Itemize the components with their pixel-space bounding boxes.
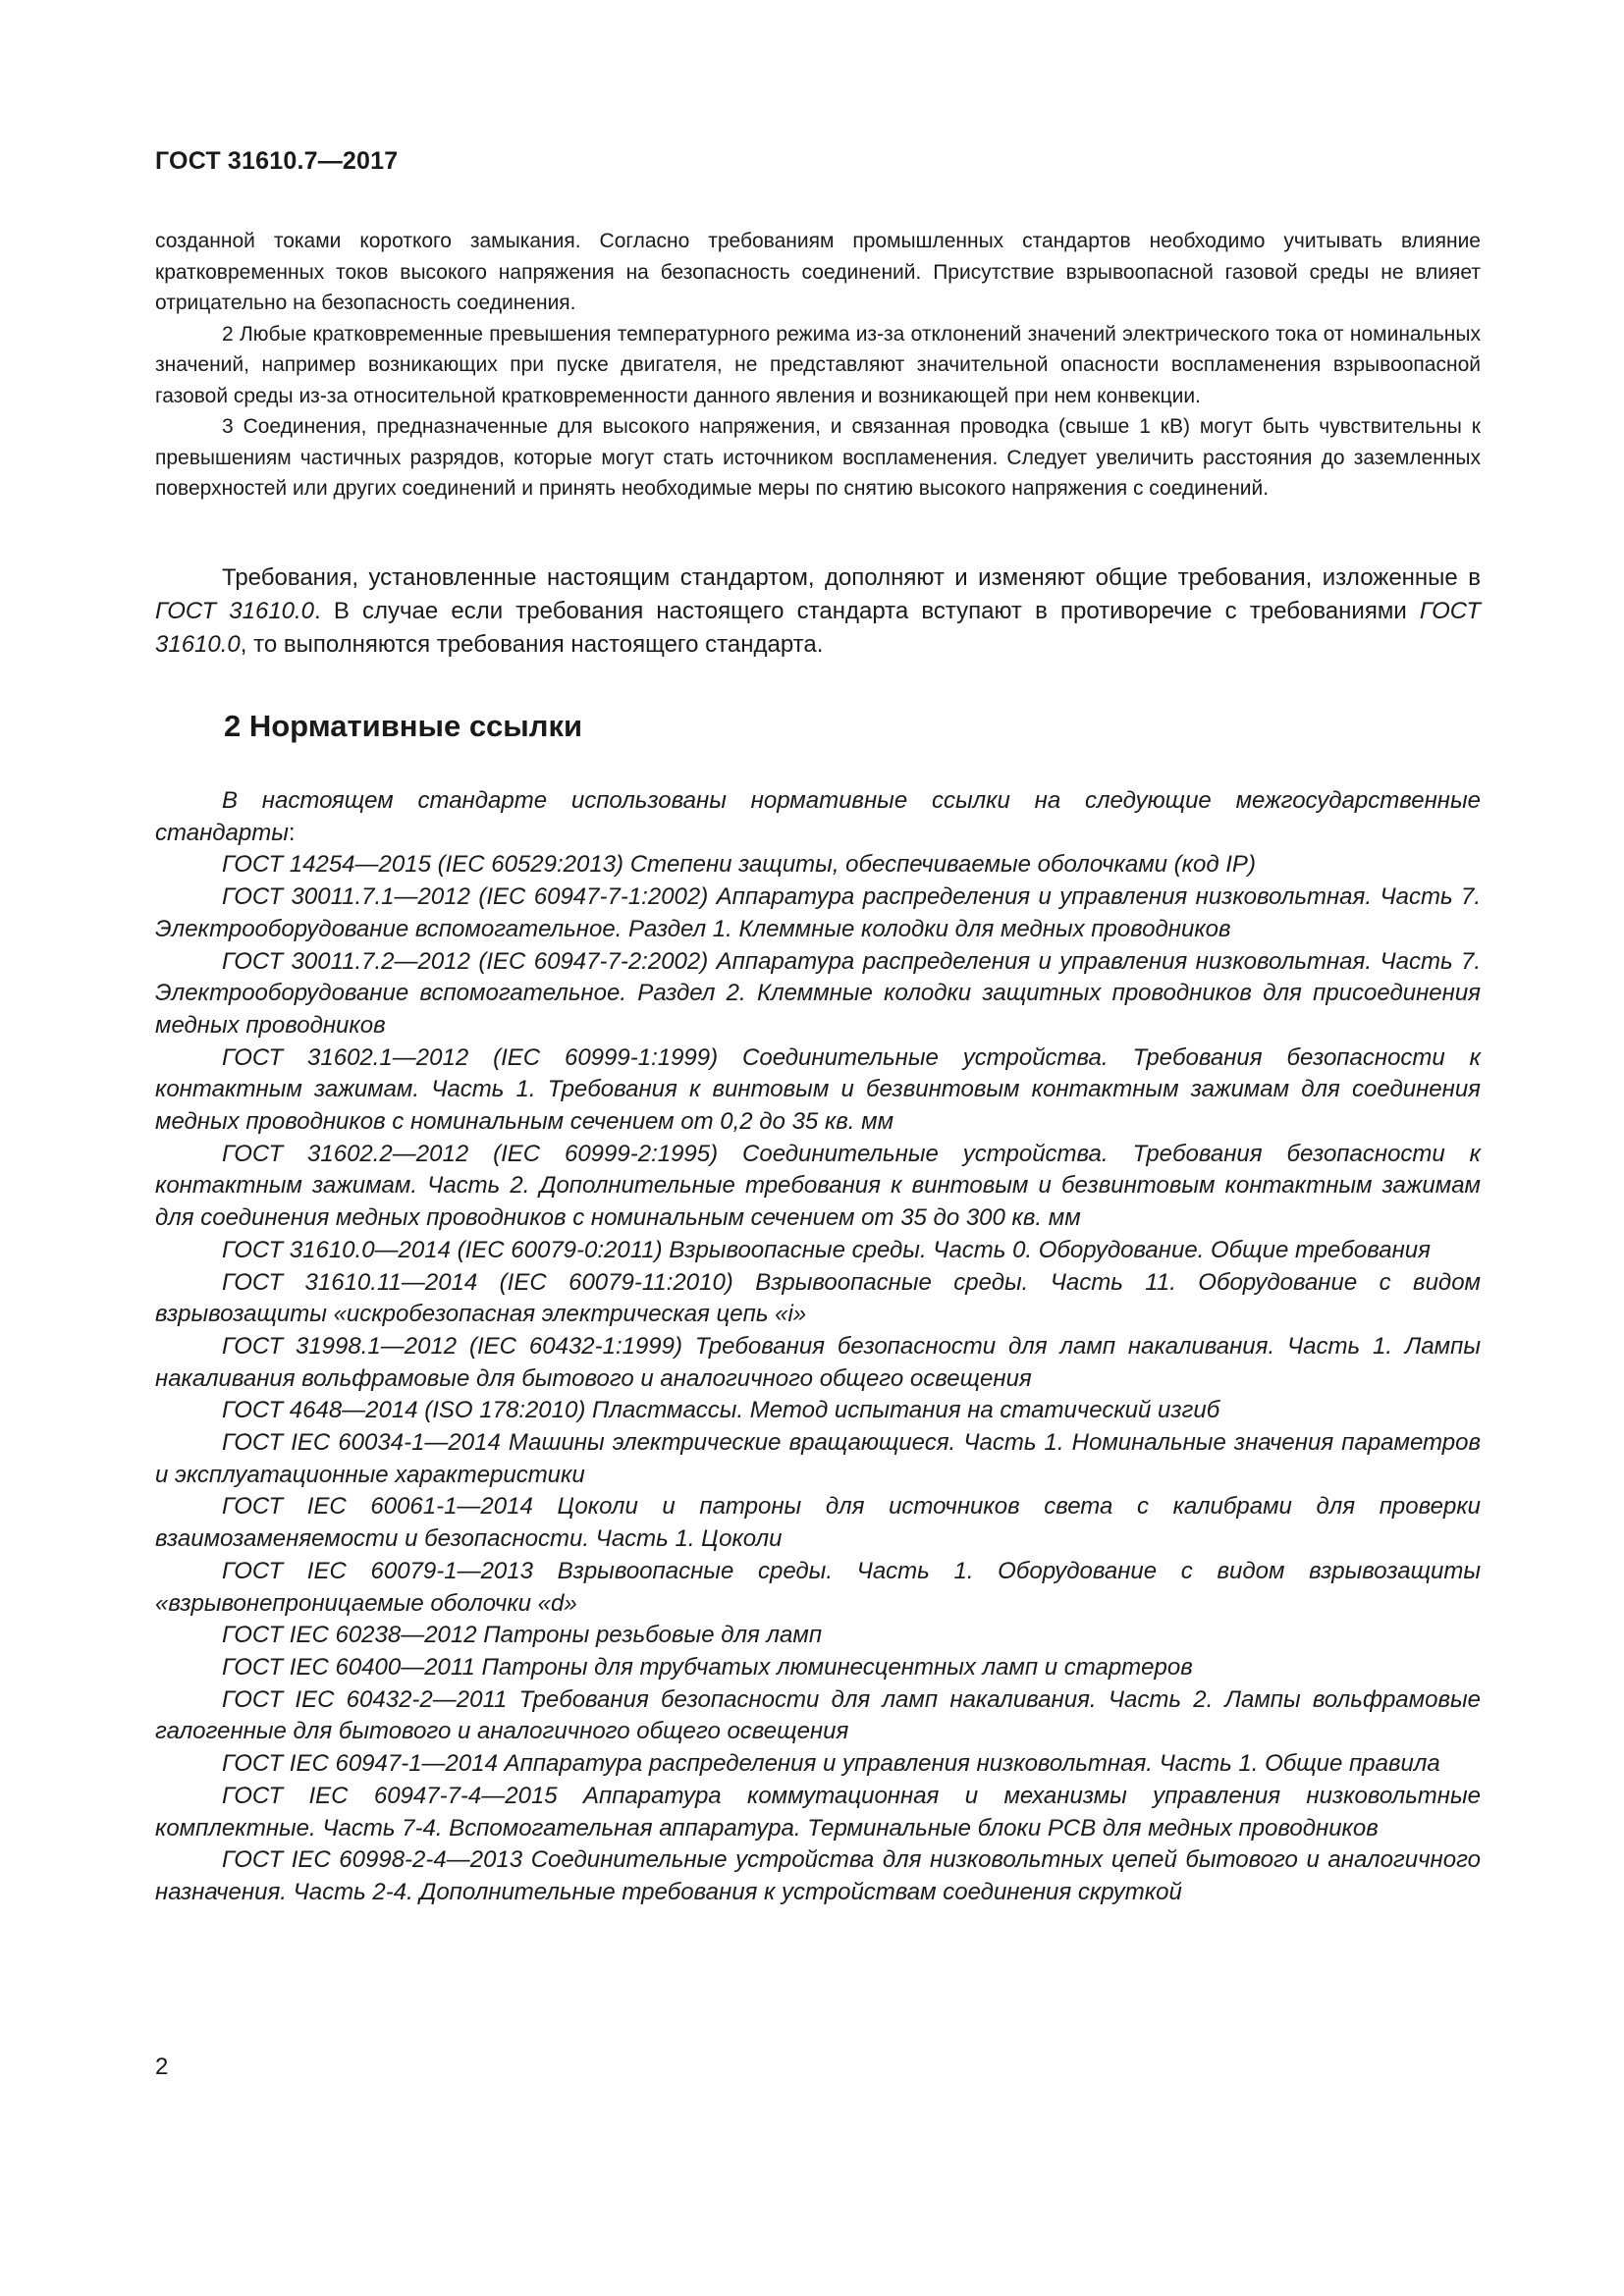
section-title: 2 Нормативные ссылки (224, 709, 583, 743)
reference-item: ГОСТ 31602.2—2012 (IEC 60999-2:1995) Соединительные устройства. Требования безопасности к контактным зажимам. Часть 2. Дополнительные требования к винтовым и безвинтовым контактным зажимам для соединения медных проводников с номинальным сечением от 35 до 300 кв. мм (155, 1140, 1481, 1232)
reference-item: ГОСТ 31610.0—2014 (IEC 60079-0:2011) Взрывоопасные среды. Часть 0. Оборудование. Общие требования (222, 1236, 1431, 1263)
reference-item: ГОСТ 4648—2014 (ISO 178:2010) Пластмассы. Метод испытания на статический изгиб (222, 1397, 1220, 1424)
reference-item: ГОСТ IEC 60034-1—2014 Машины электрические вращающиеся. Часть 1. Номинальные значения параметров и эксплуатационные характеристики (155, 1429, 1481, 1488)
reference-item: ГОСТ IEC 60998-2-4—2013 Соединительные устройства для низковольтных цепей бытового и аналогичного назначения. Часть 2-4. Дополнительные требования к устройствам соединения скруткой (155, 1846, 1481, 1905)
paragraph-part-1: Требования, установленные настоящим стандартом, дополняют и изменяют общие требования, изложенные в (222, 564, 1481, 591)
reference-item: ГОСТ IEC 60947-1—2014 Аппаратура распределения и управления низковольтная. Часть 1. Общие правила (222, 1750, 1440, 1778)
notes-block (155, 226, 1481, 505)
reference-item: ГОСТ IEC 60061-1—2014 Цоколи и патроны для источников света с калибрами для проверки взаимозаменяемости и безопасности. Часть 1. Цоколи (155, 1493, 1481, 1553)
note-2: 2 Любые кратковременные превышения температурного режима из-за отклонений значений электрического тока от номинальных значений, например возникающих при пуске двигателя, не представляют значительной опасности воспламенения взрывоопасной газовой среды из-за относительной кратковременности данного явления и возникающей при нем конвекции. (155, 322, 1481, 407)
reference-item: ГОСТ IEC 60079-1—2013 Взрывоопасные среды. Часть 1. Оборудование с видом взрывозащиты «взрывонепроницаемые оболочки «d» (155, 1557, 1481, 1617)
reference-item: ГОСТ 31610.11—2014 (IEC 60079-11:2010) Взрывоопасные среды. Часть 11. Оборудование с видом взрывозащиты «искробезопасная электрическая цепь «i» (155, 1268, 1481, 1328)
reference-item: ГОСТ IEC 60238—2012 Патроны резьбовые для ламп (222, 1622, 823, 1649)
reference-item: ГОСТ 31602.1—2012 (IEC 60999-1:1999) Соединительные устройства. Требования безопасности к контактным зажимам. Часть 1. Требования к винтовым и безвинтовым контактным зажимам для соединения медных проводников с номинальным сечением от 0,2 до 35 кв. мм (155, 1043, 1481, 1136)
body-paragraph (155, 561, 1481, 662)
references-list (155, 785, 1481, 1909)
reference-item: ГОСТ IEC 60432-2—2011 Требования безопасности для ламп накаливания. Часть 2. Лампы вольфрамовые галогенные для бытового и аналогичного общего освещения (155, 1685, 1481, 1745)
document-header: ГОСТ 31610.7—2017 (155, 147, 399, 175)
references-intro (155, 785, 1481, 849)
paragraph-ref-2: ГОСТ 31610.0 (155, 598, 1481, 658)
reference-item: ГОСТ 14254—2015 (IEC 60529:2013) Степени защиты, обеспечиваемые оболочками (код IP) (222, 851, 1256, 879)
paragraph-part-3: , то выполняются требования настоящего стандарта. (240, 631, 824, 658)
reference-item: ГОСТ 30011.7.1—2012 (IEC 60947-7-1:2002) Аппаратура распределения и управления низковольтная. Часть 7. Электрооборудование вспомогательное. Раздел 1. Клеммные колодки для медных проводников (155, 883, 1481, 942)
reference-item: ГОСТ IEC 60947-7-4—2015 Аппаратура коммутационная и механизмы управления низковольтные комплектные. Часть 7-4. Вспомогательная аппаратура. Терминальные блоки PCB для медных проводников (155, 1782, 1481, 1842)
paragraph-part-2: . В случае если требования настоящего стандарта вступают в противоречие с требованиями (314, 598, 1420, 624)
reference-item: ГОСТ 30011.7.2—2012 (IEC 60947-7-2:2002) Аппаратура распределения и управления низковольтная. Часть 7. Электрооборудование вспомогательное. Раздел 2. Клеммные колодки защитных проводников для присоединения медных проводников (155, 947, 1481, 1039)
note-3: 3 Соединения, предназначенные для высокого напряжения, и связанная проводка (свыше 1 кВ) могут быть чувствительны к превышениям частичных разрядов, которые могут стать источником воспламенения. Следует увеличить расстояния до заземленных поверхностей или других соединений и принять необходимые меры по снятию высокого напряжения с соединений. (155, 415, 1481, 500)
page-number: 2 (155, 2054, 169, 2080)
reference-item: ГОСТ 31998.1—2012 (IEC 60432-1:1999) Требования безопасности для ламп накаливания. Часть 1. Лампы накаливания вольфрамовые для бытового и аналогичного общего освещения (155, 1332, 1481, 1392)
reference-item: ГОСТ IEC 60400—2011 Патроны для трубчатых люминесцентных ламп и стартеров (222, 1653, 1193, 1681)
paragraph-ref-1: ГОСТ 31610.0 (155, 598, 315, 624)
references-intro-text: В настоящем стандарте использованы нормативные ссылки на следующие межгосударственные стандарты (155, 787, 1481, 846)
note-continuation: созданной токами короткого замыкания. Согласно требованиям промышленных стандартов необходимо учитывать влияние кратковременных токов высокого напряжения на безопасность соединений. Присутствие взрывоопасной газовой среды не влияет отрицательно на безопасность соединения. (155, 230, 1481, 314)
references-intro-colon: : (288, 819, 296, 846)
